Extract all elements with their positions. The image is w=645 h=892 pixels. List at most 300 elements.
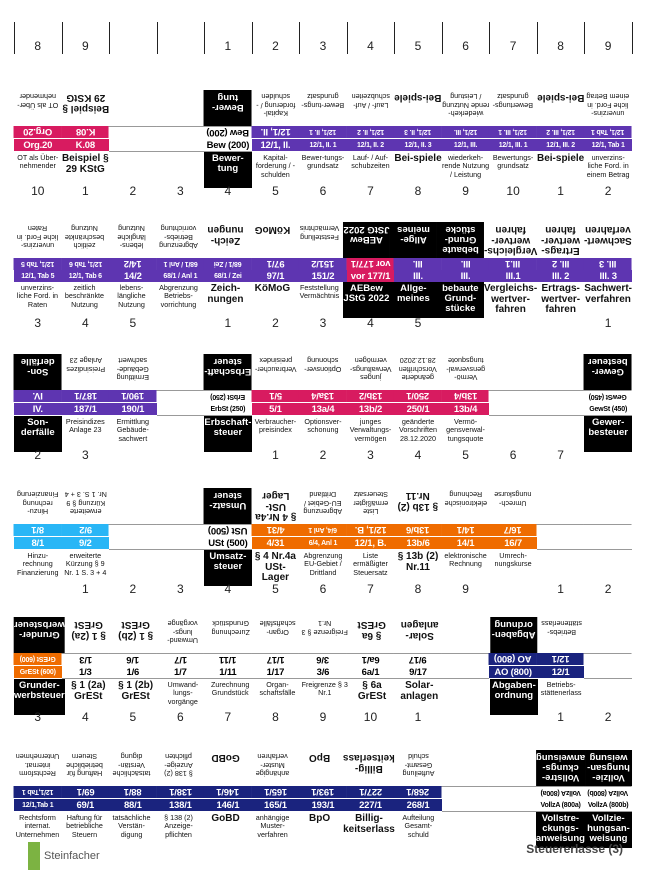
- tab-cell[interactable]: [443, 617, 490, 653]
- tab-cell[interactable]: [202, 282, 249, 318]
- tab-cell[interactable]: [204, 139, 252, 152]
- tab-cell[interactable]: [204, 799, 252, 812]
- tab-cell[interactable]: [296, 812, 343, 848]
- tab-cell[interactable]: [484, 222, 537, 258]
- tab-cell[interactable]: [537, 390, 585, 403]
- tab-cell[interactable]: [252, 786, 300, 799]
- tab-cell[interactable]: [202, 222, 249, 258]
- tab-cell[interactable]: [252, 416, 300, 452]
- tab-cell[interactable]: [157, 666, 205, 679]
- tab-cell[interactable]: [394, 258, 442, 270]
- tab-cell[interactable]: [252, 524, 300, 537]
- tab-cell[interactable]: [14, 617, 65, 653]
- tab-cell[interactable]: [109, 90, 157, 126]
- tab-cell[interactable]: [112, 617, 159, 653]
- tab-cell[interactable]: [442, 416, 490, 452]
- tab-cell[interactable]: [343, 282, 390, 318]
- tab-cell[interactable]: [347, 152, 395, 188]
- tab-cell[interactable]: [299, 152, 347, 188]
- tab-cell[interactable]: [442, 537, 490, 550]
- tab-cell[interactable]: [109, 786, 157, 799]
- tab-cell[interactable]: [204, 152, 252, 188]
- tab-cell[interactable]: [62, 139, 110, 152]
- tab-cell[interactable]: [347, 524, 395, 537]
- tab-cell[interactable]: [394, 126, 442, 139]
- tab-cell[interactable]: [537, 90, 585, 126]
- tab-cell[interactable]: [584, 550, 632, 586]
- tab-cell[interactable]: [299, 126, 347, 139]
- tab-cell[interactable]: [437, 222, 484, 258]
- tab-cell[interactable]: [394, 666, 442, 679]
- tab-cell[interactable]: [584, 524, 632, 537]
- tab-cell[interactable]: [62, 270, 110, 282]
- tab-cell[interactable]: [252, 390, 300, 403]
- tab-cell[interactable]: [347, 139, 395, 152]
- tab-cell[interactable]: [537, 139, 585, 152]
- tab-cell[interactable]: [490, 617, 537, 653]
- tab-cell[interactable]: [537, 258, 585, 270]
- tab-cell[interactable]: [249, 282, 296, 318]
- tab-cell[interactable]: [157, 390, 205, 403]
- tab-cell[interactable]: [204, 786, 252, 799]
- tab-cell[interactable]: [395, 812, 442, 848]
- tab-cell[interactable]: [14, 354, 62, 390]
- tab-cell[interactable]: [537, 152, 585, 188]
- tab-cell[interactable]: [204, 524, 252, 537]
- tab-cell[interactable]: [157, 139, 205, 152]
- tab-cell[interactable]: [14, 524, 62, 537]
- tab-cell[interactable]: [62, 666, 110, 679]
- tab-cell[interactable]: [489, 139, 537, 152]
- tab-cell[interactable]: [584, 390, 632, 403]
- tab-cell[interactable]: [347, 786, 395, 799]
- tab-cell[interactable]: [157, 786, 205, 799]
- tab-cell[interactable]: [108, 282, 155, 318]
- tab-cell[interactable]: [390, 222, 437, 258]
- tab-cell[interactable]: [62, 550, 110, 586]
- tab-cell[interactable]: [252, 653, 300, 666]
- tab-cell[interactable]: [14, 799, 62, 812]
- tab-label: § 6a GrESt: [357, 680, 387, 702]
- tab-cell[interactable]: [584, 270, 632, 282]
- tab-cell[interactable]: [442, 550, 490, 586]
- tab-cell[interactable]: [537, 282, 584, 318]
- tab-cell[interactable]: [442, 139, 490, 152]
- tab-cell[interactable]: [537, 416, 585, 452]
- tab-cell[interactable]: [62, 524, 110, 537]
- tab-cell[interactable]: [299, 139, 347, 152]
- tab-cell[interactable]: [109, 537, 157, 550]
- tab-cell[interactable]: [394, 488, 442, 524]
- tab-cell[interactable]: [109, 139, 157, 152]
- tab-cell[interactable]: [252, 258, 300, 270]
- tab-cell[interactable]: [299, 653, 347, 666]
- tab-cell[interactable]: [537, 354, 585, 390]
- tab-cell[interactable]: [442, 524, 490, 537]
- tab-cell[interactable]: [347, 126, 395, 139]
- tab-cell[interactable]: [109, 354, 157, 390]
- tab-cell[interactable]: [252, 354, 300, 390]
- tab-cell[interactable]: [157, 653, 205, 666]
- tab-cell[interactable]: [584, 222, 632, 258]
- tab-cell[interactable]: [204, 416, 252, 452]
- tab-cell[interactable]: [204, 390, 252, 403]
- tab-cell[interactable]: [14, 222, 61, 258]
- tab-cell[interactable]: [14, 126, 62, 139]
- tab-cell[interactable]: [109, 390, 157, 403]
- tab-cell[interactable]: [394, 270, 442, 282]
- tab-cell[interactable]: [157, 488, 205, 524]
- tab-cell[interactable]: [489, 524, 537, 537]
- tab-cell[interactable]: [254, 617, 301, 653]
- tab-cell[interactable]: [537, 126, 585, 139]
- tab-cell[interactable]: [584, 488, 632, 524]
- tab-cell[interactable]: [394, 416, 442, 452]
- tab-cell[interactable]: [204, 258, 252, 270]
- tab-cell[interactable]: [584, 786, 632, 799]
- tab-cell[interactable]: [489, 390, 537, 403]
- tab-cell[interactable]: [14, 488, 62, 524]
- tab-cell[interactable]: [299, 786, 347, 799]
- tab-cell[interactable]: [489, 354, 537, 390]
- tab-cell[interactable]: [252, 666, 300, 679]
- tab-cell[interactable]: [14, 666, 62, 679]
- tab-cell[interactable]: [537, 222, 584, 258]
- tab-cell[interactable]: [343, 812, 395, 848]
- tab-cell[interactable]: [489, 258, 537, 270]
- tab-cell[interactable]: [296, 222, 343, 258]
- tab-cell[interactable]: [442, 812, 489, 848]
- tab-cell[interactable]: [109, 488, 157, 524]
- tab-cell[interactable]: [157, 90, 205, 126]
- tab-cell[interactable]: [537, 488, 585, 524]
- tab-cell[interactable]: [157, 258, 205, 270]
- tab-cell[interactable]: [159, 617, 206, 653]
- tab-cell[interactable]: [489, 799, 537, 812]
- tab-cell[interactable]: [62, 152, 110, 188]
- tab-cell[interactable]: [157, 354, 205, 390]
- tab-cell[interactable]: [157, 537, 205, 550]
- tab-cell[interactable]: [347, 354, 395, 390]
- tab-cell[interactable]: [204, 537, 252, 550]
- tab-cell[interactable]: [204, 550, 252, 586]
- tab-cell[interactable]: [299, 550, 347, 586]
- tab-cell[interactable]: [207, 617, 254, 653]
- tab-cell[interactable]: [299, 799, 347, 812]
- tab-cell[interactable]: [394, 139, 442, 152]
- tab-cell[interactable]: [489, 416, 537, 452]
- tab-cell[interactable]: [489, 488, 537, 524]
- tab-cell[interactable]: [347, 666, 395, 679]
- tab-cell[interactable]: [14, 403, 62, 416]
- tab-cell[interactable]: [61, 750, 108, 786]
- tab-cell[interactable]: [489, 537, 537, 550]
- tab-cell[interactable]: [62, 799, 110, 812]
- tab-cell[interactable]: [394, 786, 442, 799]
- tab-cell[interactable]: [155, 222, 202, 258]
- tab-cell[interactable]: [62, 258, 110, 270]
- tab-cell[interactable]: [108, 812, 155, 848]
- tab-cell[interactable]: [343, 750, 395, 786]
- tab-cell[interactable]: [394, 90, 442, 126]
- tab-cell[interactable]: [347, 550, 395, 586]
- tab-cell[interactable]: [584, 258, 632, 270]
- tab-cell[interactable]: [343, 222, 390, 258]
- tab-cell[interactable]: [489, 666, 537, 679]
- tab-cell[interactable]: [347, 537, 395, 550]
- tab-cell[interactable]: [489, 270, 537, 282]
- tab-label-flipped: lebens-längliche Nutzung: [117, 224, 146, 250]
- tab-cell[interactable]: [109, 258, 157, 270]
- tab-cell[interactable]: [14, 537, 62, 550]
- tab-cell[interactable]: [536, 750, 585, 786]
- tab-cell[interactable]: [347, 653, 395, 666]
- tab-cell[interactable]: [442, 799, 490, 812]
- tab-cell[interactable]: [204, 270, 252, 282]
- tab-cell[interactable]: [299, 354, 347, 390]
- tab-cell[interactable]: [442, 126, 490, 139]
- tab-cell[interactable]: [584, 799, 632, 812]
- tab-cell[interactable]: [252, 139, 300, 152]
- tab-cell[interactable]: [14, 258, 62, 270]
- tab-cell[interactable]: [252, 550, 300, 586]
- tab-cell[interactable]: [299, 666, 347, 679]
- column-number: 2: [34, 448, 42, 462]
- tab-cell[interactable]: [584, 126, 632, 139]
- tab-cell[interactable]: [109, 524, 157, 537]
- tab-cell[interactable]: [252, 90, 300, 126]
- tab-cell[interactable]: [442, 270, 490, 282]
- tab-cell[interactable]: [489, 786, 537, 799]
- tab-cell[interactable]: [394, 537, 442, 550]
- tab-cell[interactable]: [301, 617, 348, 653]
- tab-cell[interactable]: [157, 126, 205, 139]
- tab-cell[interactable]: [394, 799, 442, 812]
- tab-cell[interactable]: [394, 403, 442, 416]
- tab-cell[interactable]: [204, 354, 252, 390]
- tab-cell[interactable]: [157, 524, 205, 537]
- tab-cell[interactable]: [202, 750, 249, 786]
- tab-cell[interactable]: [347, 488, 395, 524]
- tab-cell[interactable]: [108, 222, 155, 258]
- tab-cell[interactable]: [489, 403, 537, 416]
- tab-cell[interactable]: [109, 126, 157, 139]
- tab-cell[interactable]: [155, 282, 202, 318]
- tab-cell[interactable]: [537, 786, 585, 799]
- tab-cell[interactable]: [62, 786, 110, 799]
- tab-cell[interactable]: [14, 139, 62, 152]
- tab-cell[interactable]: [394, 550, 442, 586]
- tab-cell[interactable]: [347, 799, 395, 812]
- tab-cell[interactable]: [65, 617, 112, 653]
- tab-cell[interactable]: [204, 126, 252, 139]
- tab-cell[interactable]: [395, 750, 442, 786]
- tab-cell[interactable]: [585, 750, 632, 786]
- tab-cell[interactable]: [108, 750, 155, 786]
- tab-cell[interactable]: [62, 537, 110, 550]
- tab-cell[interactable]: [204, 403, 252, 416]
- tab-cell[interactable]: [584, 403, 632, 416]
- tab-cell[interactable]: [348, 617, 395, 653]
- tab-cell[interactable]: [62, 390, 110, 403]
- tab-cell[interactable]: [155, 750, 202, 786]
- tab-cell[interactable]: [442, 488, 490, 524]
- tab-cell[interactable]: [252, 799, 300, 812]
- tab-cell[interactable]: [489, 750, 536, 786]
- tab-cell[interactable]: [299, 270, 347, 282]
- tab-cell[interactable]: [204, 90, 252, 126]
- tab-cell[interactable]: [62, 488, 110, 524]
- tab-cell[interactable]: [109, 270, 157, 282]
- tab-cell[interactable]: [347, 90, 395, 126]
- tab-cell[interactable]: [157, 416, 205, 452]
- tab-cell[interactable]: [584, 666, 632, 679]
- tab-cell[interactable]: [252, 126, 300, 139]
- tab-cell[interactable]: [537, 550, 585, 586]
- tab-cell[interactable]: [538, 617, 585, 653]
- tab-cell[interactable]: [299, 488, 347, 524]
- tab-cell[interactable]: [537, 653, 585, 666]
- column-divider: [299, 22, 300, 54]
- tab-cell[interactable]: [442, 90, 490, 126]
- tab-cell[interactable]: [109, 799, 157, 812]
- tab-cell[interactable]: [585, 617, 632, 653]
- tab-cell[interactable]: [299, 524, 347, 537]
- tab-cell[interactable]: [14, 282, 61, 318]
- tab-cell[interactable]: [299, 403, 347, 416]
- tab-cell[interactable]: [299, 537, 347, 550]
- tab-cell[interactable]: [442, 653, 490, 666]
- tab-cell[interactable]: [157, 799, 205, 812]
- tab-cell[interactable]: [14, 416, 62, 452]
- tab-cell[interactable]: [394, 390, 442, 403]
- tab-cell[interactable]: [584, 152, 632, 188]
- tab-cell[interactable]: [390, 282, 437, 318]
- tab-cell[interactable]: [109, 550, 157, 586]
- tab-cell[interactable]: [437, 282, 484, 318]
- tab-cell[interactable]: [61, 222, 108, 258]
- tab-cell[interactable]: [396, 617, 443, 653]
- tab-cell[interactable]: [537, 537, 585, 550]
- tab-cell[interactable]: [204, 666, 252, 679]
- tab-cell[interactable]: [249, 812, 296, 848]
- tab-cell[interactable]: [537, 799, 585, 812]
- tab-cell[interactable]: [394, 524, 442, 537]
- tab-cell[interactable]: [157, 403, 205, 416]
- tab-cell[interactable]: [61, 282, 108, 318]
- tab-cell[interactable]: [442, 354, 490, 390]
- tab-cell[interactable]: [155, 812, 202, 848]
- tab-cell[interactable]: [14, 786, 62, 799]
- tab-cell[interactable]: [442, 786, 490, 799]
- tab-cell[interactable]: [62, 416, 110, 452]
- tab-cell[interactable]: [347, 416, 395, 452]
- tab-cell[interactable]: [394, 653, 442, 666]
- tab-cell[interactable]: [249, 750, 296, 786]
- tab-cell[interactable]: [584, 653, 632, 666]
- tab-cell[interactable]: [249, 222, 296, 258]
- tab-cell[interactable]: [14, 90, 62, 126]
- tab-cell[interactable]: [537, 403, 585, 416]
- tab-cell[interactable]: [157, 270, 205, 282]
- tab-cell[interactable]: [394, 152, 442, 188]
- tab-cell[interactable]: [442, 403, 490, 416]
- tab-label-flipped: Feststellung Vermächtnis: [299, 224, 340, 242]
- tab-cell[interactable]: [157, 152, 205, 188]
- tab-cell[interactable]: [299, 390, 347, 403]
- tab-cell[interactable]: [584, 139, 632, 152]
- tab-cell[interactable]: [484, 282, 537, 318]
- tab-cell[interactable]: [489, 653, 537, 666]
- tab-cell[interactable]: [14, 550, 62, 586]
- tab-cell[interactable]: [204, 653, 252, 666]
- tab-cell[interactable]: [299, 90, 347, 126]
- tab-cell[interactable]: [584, 537, 632, 550]
- tab-cell[interactable]: [14, 152, 62, 188]
- tab-cell[interactable]: [299, 258, 347, 270]
- tab-cell[interactable]: [537, 666, 585, 679]
- tab-cell[interactable]: [109, 416, 157, 452]
- tab-cell[interactable]: [14, 270, 62, 282]
- tab-cell[interactable]: [489, 90, 537, 126]
- tab-label: Bewer-tung: [204, 152, 252, 188]
- tab-cell[interactable]: [252, 403, 300, 416]
- tab-cell[interactable]: [14, 390, 62, 403]
- tab-cell[interactable]: [204, 488, 252, 524]
- tab-cell[interactable]: [442, 152, 490, 188]
- tab-cell[interactable]: [296, 282, 343, 318]
- tab-cell[interactable]: [157, 550, 205, 586]
- tab-cell[interactable]: [252, 537, 300, 550]
- tab-cell[interactable]: [109, 666, 157, 679]
- tab-cell[interactable]: [347, 270, 395, 282]
- tab-cell[interactable]: [489, 152, 537, 188]
- tab-cell[interactable]: [442, 390, 490, 403]
- tab-cell[interactable]: [584, 90, 632, 126]
- tab-cell[interactable]: [299, 416, 347, 452]
- tab-cell[interactable]: [537, 524, 585, 537]
- tab-cell[interactable]: [109, 403, 157, 416]
- tab-cell[interactable]: [584, 416, 632, 452]
- tab-cell[interactable]: [347, 258, 395, 270]
- tab-cell[interactable]: [14, 653, 62, 666]
- tab-cell[interactable]: [62, 403, 110, 416]
- tab-cell[interactable]: [347, 390, 395, 403]
- tab-cell[interactable]: [442, 750, 489, 786]
- tab-cell[interactable]: [537, 270, 585, 282]
- tab-cell[interactable]: [62, 126, 110, 139]
- tab-cell[interactable]: [489, 126, 537, 139]
- tab-cell[interactable]: [252, 152, 300, 188]
- tab-cell[interactable]: [14, 750, 61, 786]
- tab-cell[interactable]: [252, 488, 300, 524]
- tab-cell[interactable]: [62, 354, 110, 390]
- tab-cell[interactable]: [394, 354, 442, 390]
- tab-cell[interactable]: [109, 653, 157, 666]
- tab-cell[interactable]: [489, 550, 537, 586]
- tab-cell[interactable]: [202, 812, 249, 848]
- tab-cell[interactable]: [584, 282, 632, 318]
- tab-cell[interactable]: [62, 653, 110, 666]
- tab-cell[interactable]: [442, 666, 490, 679]
- tab-cell[interactable]: [584, 354, 632, 390]
- tab-cell[interactable]: [109, 152, 157, 188]
- tab-cell[interactable]: [442, 258, 490, 270]
- tab-cell[interactable]: [347, 403, 395, 416]
- tab-cell[interactable]: [62, 90, 110, 126]
- tab-cell[interactable]: [296, 750, 343, 786]
- tab-cell[interactable]: [252, 270, 300, 282]
